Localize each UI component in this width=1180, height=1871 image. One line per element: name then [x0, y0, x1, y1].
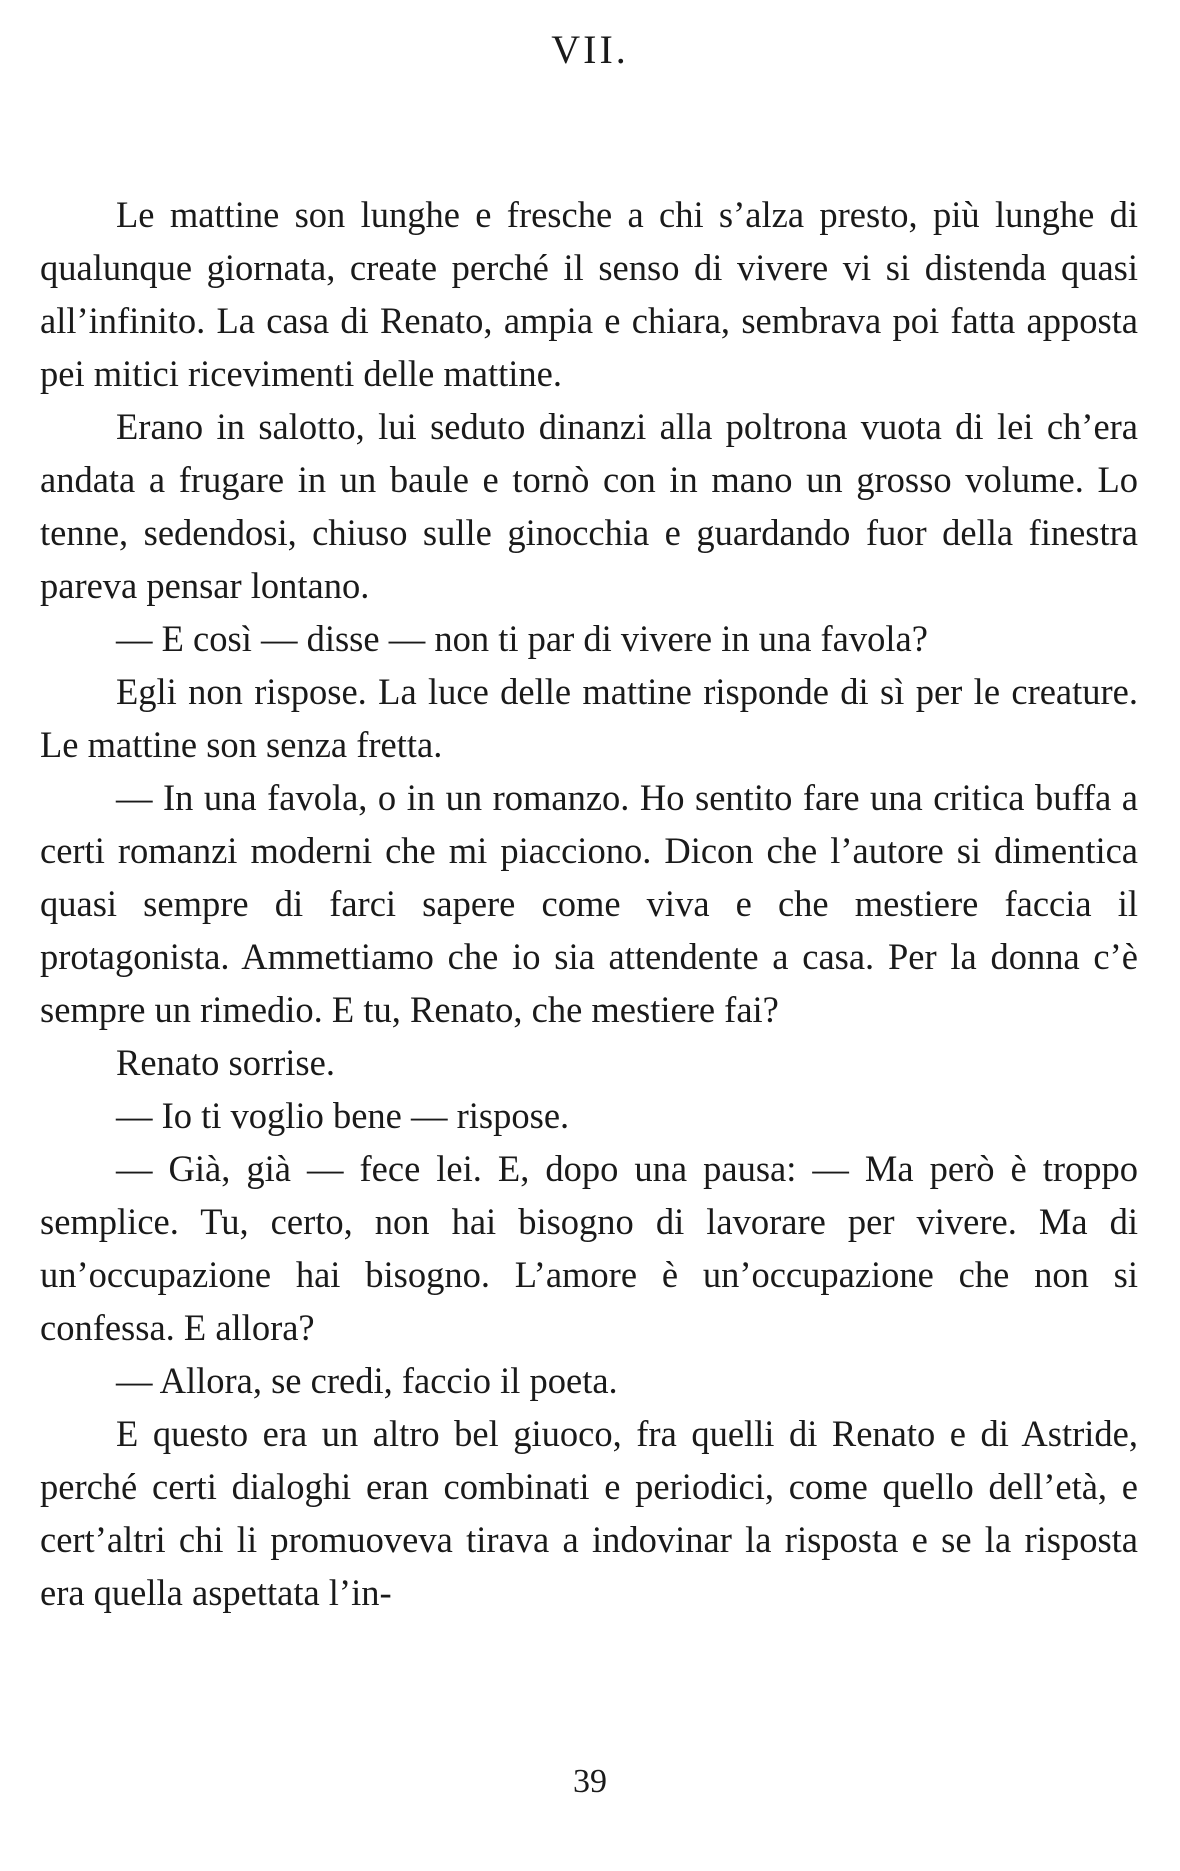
paragraph: Renato sorrise.	[116, 1042, 335, 1083]
paragraph: Erano in salotto, lui seduto dinanzi alla poltrona vuota di lei ch’era andata a frugare in un baule e tornò con in mano un grosso volume. Lo tenne, sedendosi, chiuso sulle ginocchia e guardando fuor della finestra pareva pensar lontano.	[40, 406, 1138, 606]
page-number: 39	[573, 1763, 607, 1800]
body-text	[40, 188, 1138, 1619]
paragraph: Le mattine son lunghe e fresche a chi s’alza presto, più lunghe di qualunque giornata, create perché il senso di vivere vi si distenda quasi all’infinito. La casa di Renato, ampia e chiara, sembrava poi fatta apposta pei mitici ricevimenti delle mattine.	[40, 194, 1138, 394]
dialogue-line: — Io ti voglio bene — rispose.	[116, 1095, 570, 1136]
dialogue-line: — Già, già — fece lei. E, dopo una pausa: — Ma però è troppo semplice. Tu, certo, non hai bisogno di lavorare per vivere. Ma di un’occupazione hai bisogno. L’amore è un’occupazione che non si confessa. E allora?	[40, 1148, 1138, 1348]
paragraph: E questo era un altro bel giuoco, fra quelli di Renato e di Astride, perché certi dialoghi eran combinati e periodici, come quello dell’età, e cert’altri chi li promuoveva tirava a indovinar la risposta e se la risposta era quella aspettata l’in-	[40, 1413, 1138, 1613]
dialogue-line: — Allora, se credi, faccio il poeta.	[116, 1360, 618, 1401]
dialogue-line: — E così — disse — non ti par di vivere in una favola?	[116, 618, 928, 659]
chapter-heading: VII.	[551, 27, 629, 72]
paragraph: Egli non rispose. La luce delle mattine risponde di sì per le creature. Le mattine son senza fretta.	[40, 671, 1138, 765]
dialogue-line: — In una favola, o in un romanzo. Ho sentito fare una critica buffa a certi romanzi moderni che mi piacciono. Dicon che l’autore si dimentica quasi sempre di farci sapere come viva e che mestiere faccia il protagonista. Ammettiamo che io sia attendente a casa. Per la donna c’è sempre un rimedio. E tu, Renato, che mestiere fai?	[40, 777, 1138, 1030]
